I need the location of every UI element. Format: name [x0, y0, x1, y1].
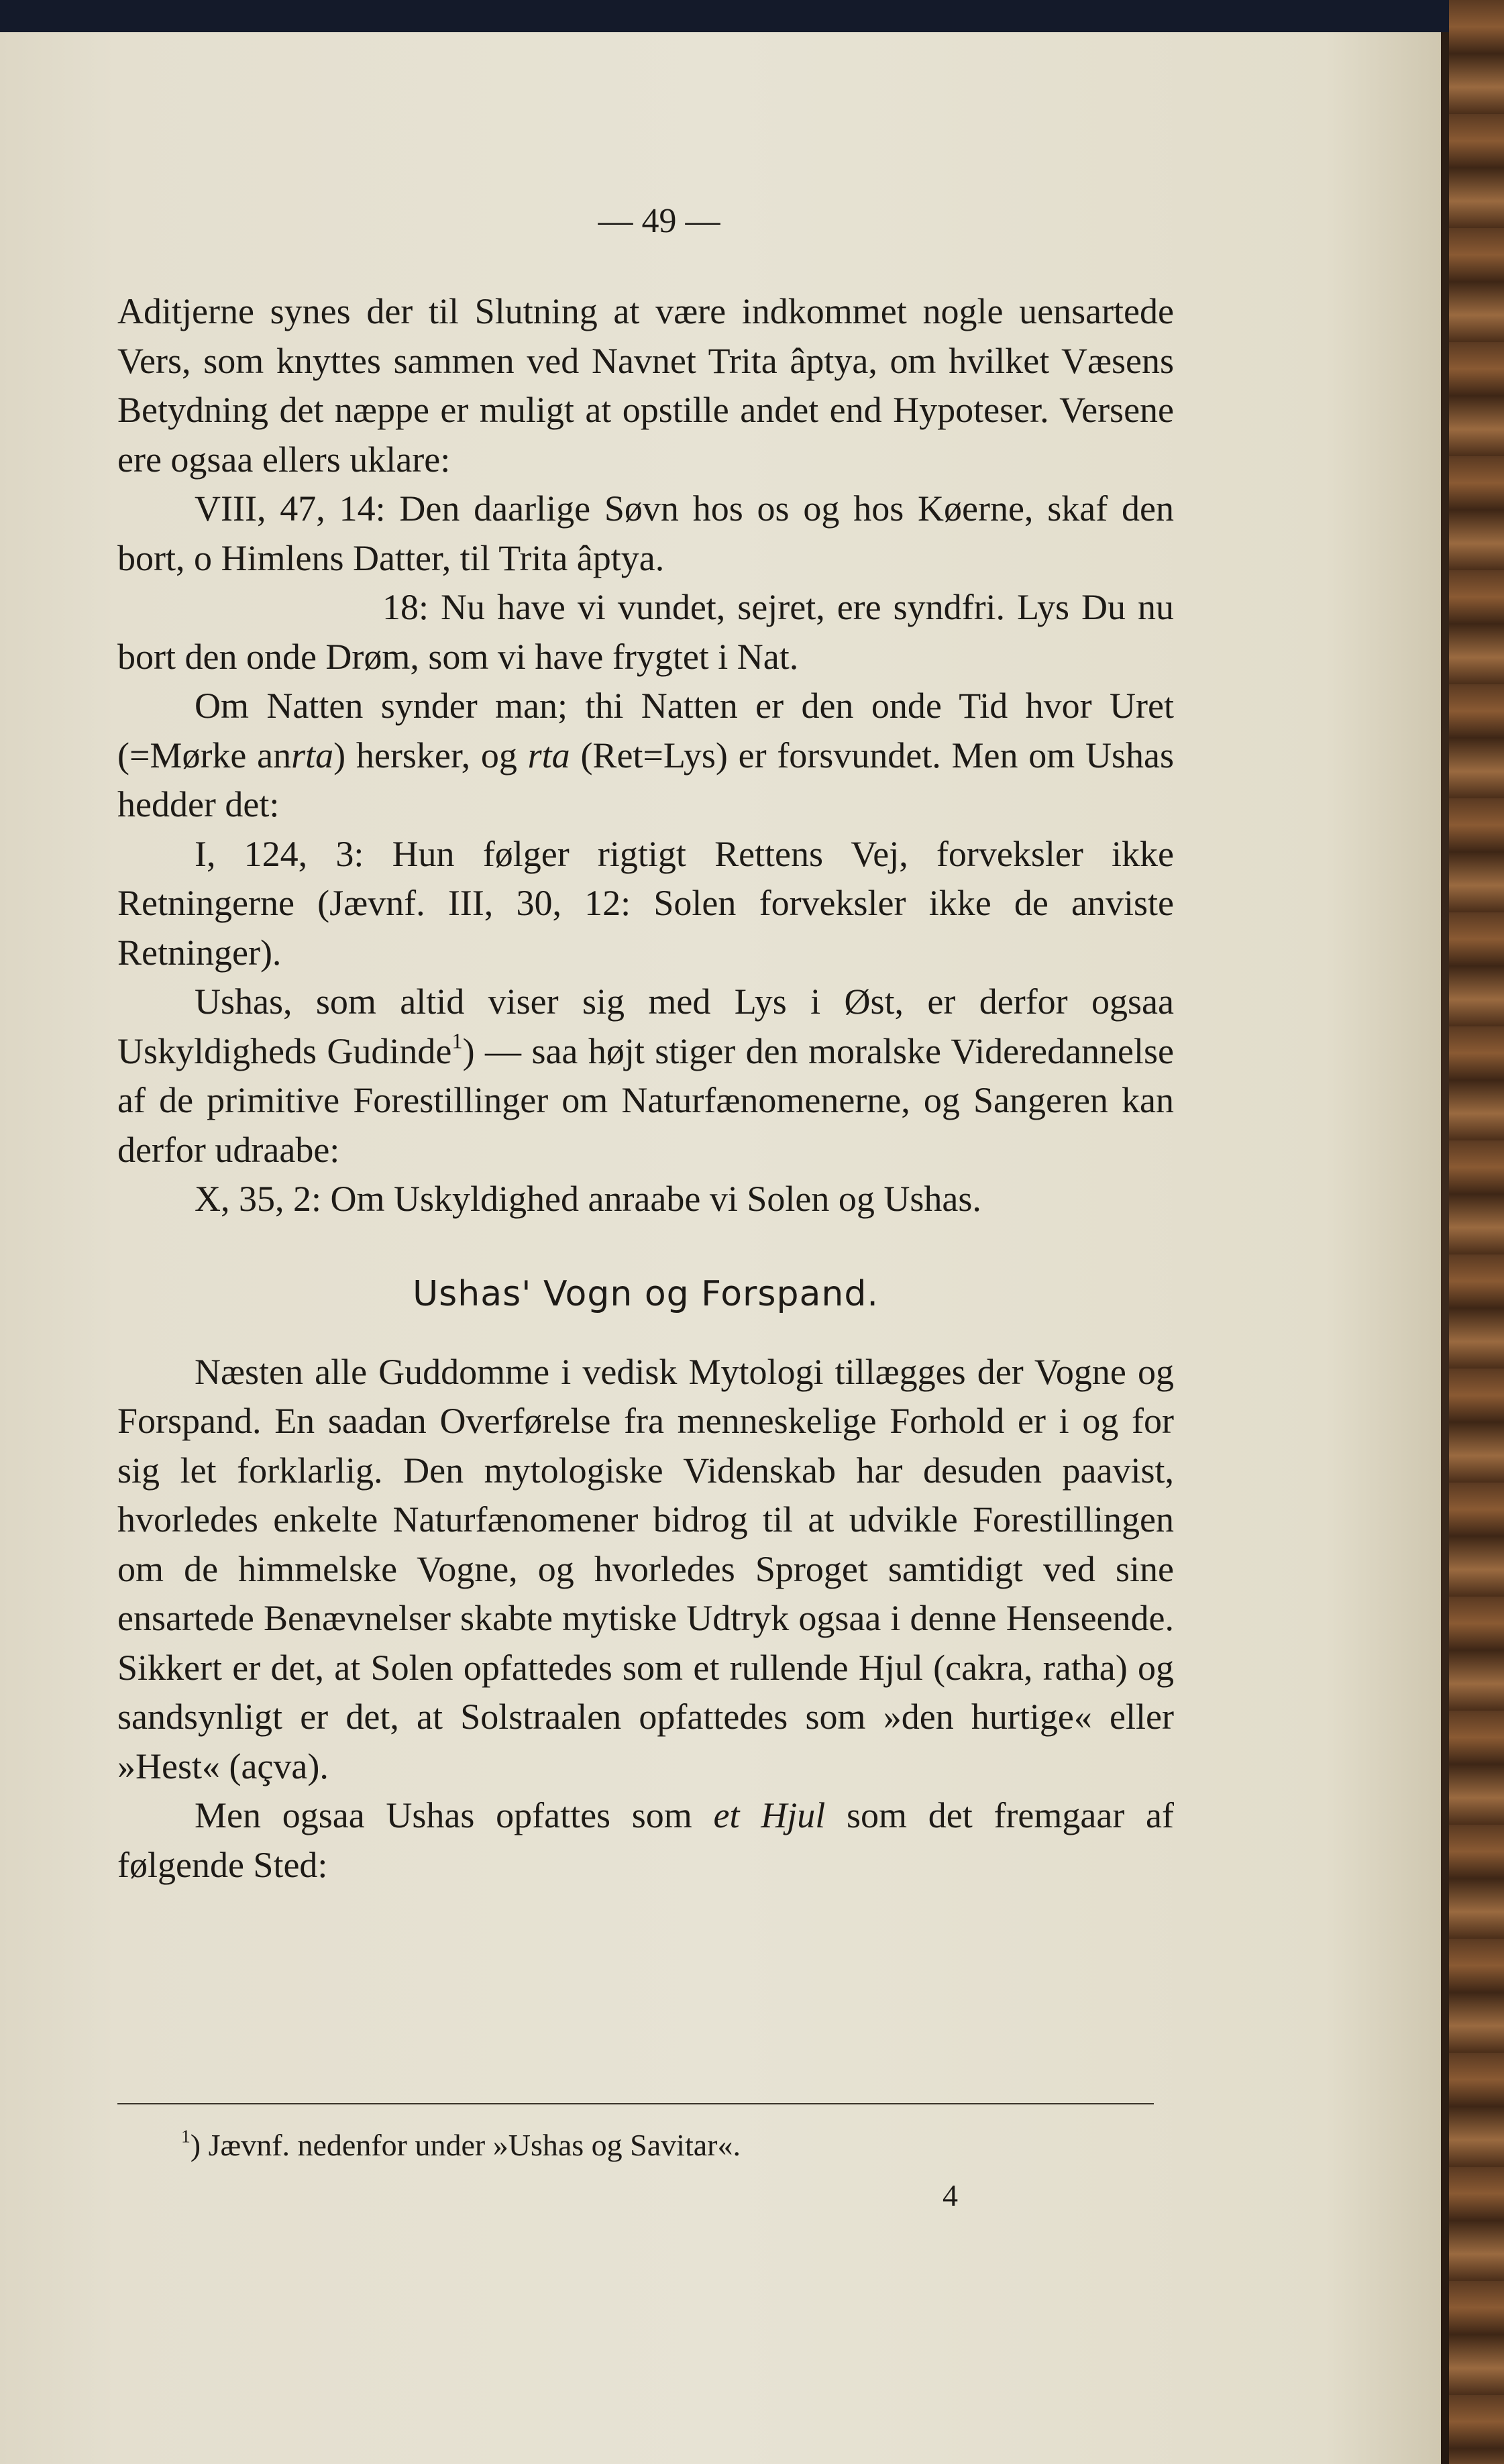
page-body: [117, 201, 1174, 1890]
paragraph-5: I, 124, 3: Hun følger rigtigt Rettens Vej, forveksler ikke Retningerne (Jævnf. III, 30, 12: Solen forveksler ikke de anviste Retninger).: [117, 833, 1174, 973]
book-spine: [1449, 0, 1504, 2464]
footnote: [181, 2127, 1120, 2164]
footnote-marker: 1: [181, 2125, 191, 2147]
paragraph-6-start: Ushas, som altid viser sig med Lys i Øst, er derfor ogsaa Uskyldigheds Gudinde: [117, 981, 1174, 1071]
section-paragraph-2: [117, 1791, 1174, 1890]
paragraph-2: VIII, 47, 14: Den daarlige Søvn hos os og hos Køerne, skaf den bort, o Himlens Datter, til Trita âptya.: [117, 488, 1174, 578]
signature-mark: 4: [943, 2178, 958, 2212]
paragraph-4-mid: ) hersker, og: [333, 735, 528, 775]
paragraph-6-end: ) — saa højt stiger den moralske Videredannelse af de primitive Forestillinger om Naturfænomenerne, og Sangeren kan derfor udraabe:: [117, 1030, 1175, 1170]
section-paragraph-2-b: som det fremgaar af følgende Sted:: [117, 1795, 1174, 1885]
footnote-rule: [117, 2103, 1154, 2104]
paragraph-4-italic-a: rta: [291, 735, 334, 775]
paragraph-4-start: Om Natten synder man; thi Natten er den onde Tid hvor Uret (=Mørke an: [117, 686, 1174, 775]
section-paragraph-2-em: et Hjul: [713, 1795, 826, 1835]
scan-top-edge: [0, 0, 1449, 32]
paragraph-4: [117, 682, 1174, 830]
section-paragraph-1: Næsten alle Guddomme i vedisk Mytologi tillægges der Vogne og Forspand. En saadan Overførelse fra menneskelige Forhold er i og for sig let forklarlig. Den mytologiske Videnskab har desuden paavist, hvorledes enkelte Naturfænomener bidrog til at udvikle Forestillingen om de himmelske Vogne, og hvorledes Sproget samtidigt ved sine ensartede Benævnelser skabte mytiske Udtryk ogsaa i denne Henseende. Sikkert er det, at Solen opfattedes som et rullende Hjul (cakra, ratha) og sandsynligt er det, at Solstraalen opfattedes som »den hurtige« eller »Hest« (açva).: [117, 1351, 1174, 1786]
footnote-text: ) Jævnf. nedenfor under »Ushas og Savitar«.: [190, 2128, 741, 2162]
paragraph-7: X, 35, 2: Om Uskyldighed anraabe vi Solen og Ushas.: [195, 1179, 981, 1219]
paragraph-6: [117, 977, 1174, 1175]
paragraph-1: Aditjerne synes der til Slutning at være indkommet nogle uensartede Vers, som knyttes sammen ved Navnet Trita âptya, om hvilket Væsens Betydning det næppe er muligt at opstille andet end Hypoteser. Versene ere ogsaa ellers uklare:: [117, 291, 1174, 480]
paragraph-3: 18: Nu have vi vundet, sejret, ere syndfri. Lys Du nu bort den onde Drøm, som vi have frygtet i Nat.: [117, 587, 1174, 677]
footnote-ref: 1: [451, 1028, 463, 1053]
section-heading: Ushas' Vogn og Forspand.: [413, 1273, 879, 1314]
page-number: — 49 —: [598, 202, 720, 240]
paragraph-4-italic-c: rta: [527, 735, 570, 775]
paragraph-4-end: (Ret=Lys) er forsvundet. Men om Ushas hedder det:: [117, 735, 1174, 824]
section-paragraph-2-a: Men ogsaa Ushas opfattes som: [195, 1795, 714, 1835]
